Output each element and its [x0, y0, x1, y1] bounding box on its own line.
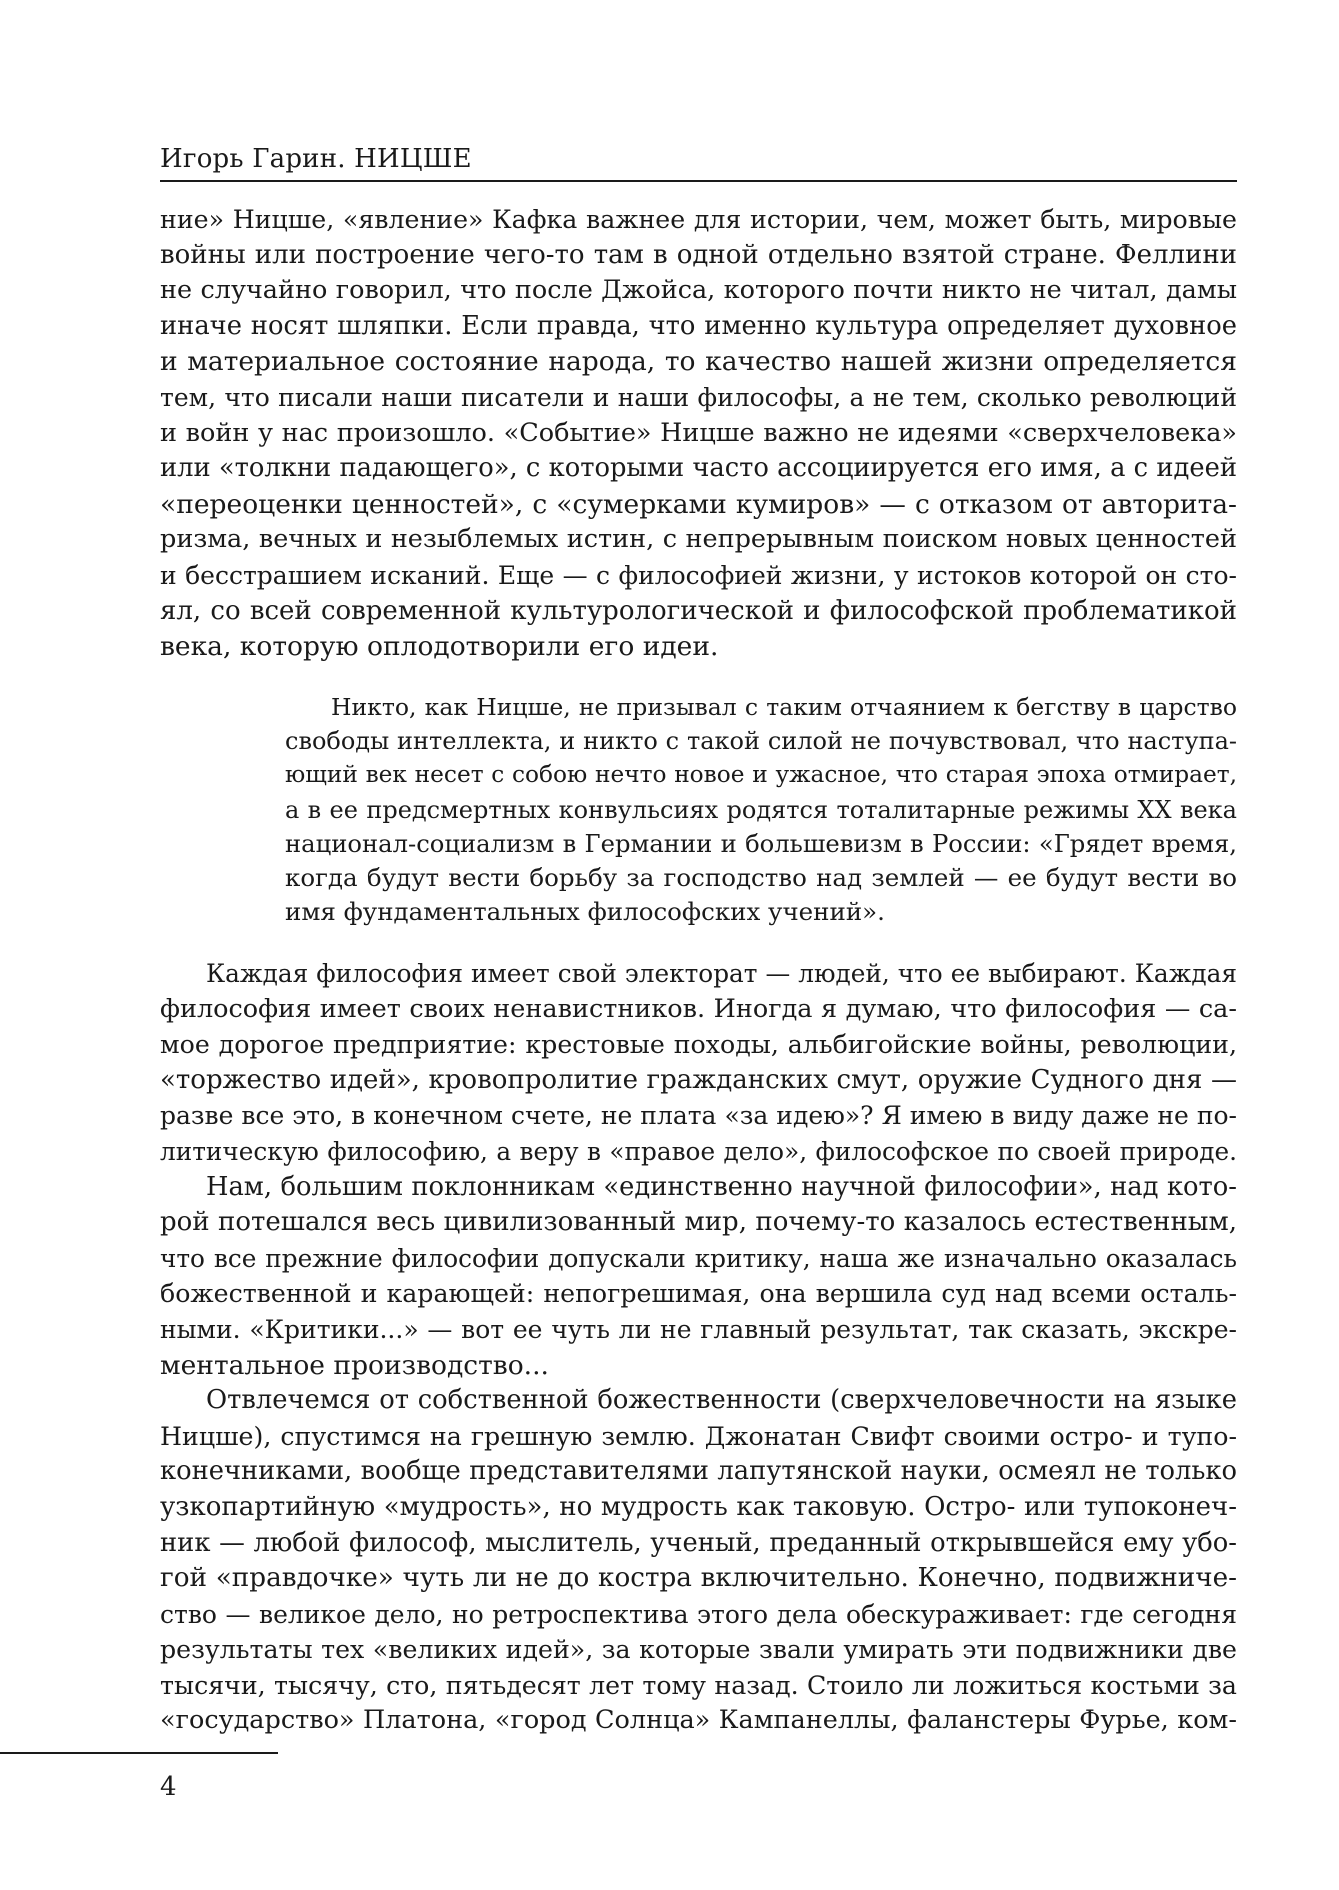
paragraph-3: [160, 1170, 1237, 1384]
text-line: ник — любой философ, мыслитель, ученый, преданный открывшейся ему убо-: [160, 1527, 1237, 1558]
text-line: Каждая философия имеет свой электорат — людей, что ее выбирают. Каждая: [206, 959, 1237, 988]
page-number: 4: [160, 1772, 177, 1802]
text-line: божественной и карающей: непогрешимая, она вершила суд над всеми осталь-: [160, 1279, 1237, 1309]
text-line: и материальное состояние народа, то качество нашей жизни определяется: [160, 346, 1237, 378]
text-line: конечниками, вообще представителями лапутянской науки, осмеял не только: [160, 1456, 1237, 1487]
text-line: мое дорогое предприятие: крестовые походы, альбигойские войны, революции,: [160, 1030, 1237, 1060]
text-line: ство — великое дело, но ретроспектива этого дела обескураживает: где сегодня: [160, 1599, 1237, 1629]
text-line: ние» Ницше, «явление» Кафка важнее для истории, чем, может быть, мировые: [160, 205, 1237, 234]
quote-line: Никто, как Ницше, не призывал с таким отчаянием к бегству в царство: [331, 693, 1237, 721]
text-line: или «толкни падающего», с которыми часто ассоциируется его имя, а с идеей: [160, 453, 1237, 484]
quote-line: имя фундаментальных философских учений».: [285, 897, 885, 927]
text-line: Ницше), спустимся на грешную землю. Джонатан Свифт своими остро- и тупо-: [160, 1421, 1237, 1451]
text-line: и бесстрашием исканий. Еще — с философией жизни, у истоков которой он сто-: [160, 560, 1237, 590]
paragraph-1: [160, 202, 1237, 665]
text-line: гой «правдочке» чуть ли не до костра включительно. Конечно, подвижниче-: [160, 1563, 1237, 1594]
text-line: узкопартийную «мудрость», но мудрость как таковую. Остро- или тупоконеч-: [160, 1491, 1237, 1522]
text-line: рой потешался весь цивилизованный мир, почему-то казалось естественным,: [160, 1207, 1237, 1238]
text-line: иначе носят шляпки. Если правда, что именно культура определяет духовное: [160, 310, 1237, 341]
quote-line: ющий век несет с собою нечто новое и ужасное, что старая эпоха отмирает,: [285, 761, 1237, 789]
text-line: «переоценки ценностей», с «сумерками кумиров» — с отказом от авторита-: [160, 488, 1237, 520]
header-rule: [160, 180, 1237, 182]
quote-line: когда будут вести борьбу за господство над землей — ее будут вести во: [285, 862, 1237, 892]
text-line: не случайно говорил, что после Джойса, которого почти никто не читал, дамы: [160, 275, 1237, 306]
text-line: что все прежние философии допускали критику, наша же изначально оказалась: [160, 1243, 1237, 1273]
text-line: ял, со всей современной культурологической и философской проблематикой: [160, 595, 1237, 626]
text-line: ными. «Критики...» — вот ее чуть ли не главный результат, так сказать, экскре-: [160, 1314, 1237, 1344]
text-line: философия имеет своих ненавистников. Иногда я думаю, что философия — са-: [160, 993, 1237, 1024]
text-line: Нам, большим поклонникам «единственно научной философии», над кото-: [206, 1171, 1237, 1202]
footer-rule: [0, 1752, 278, 1754]
text-line: и войн у нас произошло. «Событие» Ницше важно не идеями «сверхчеловека»: [160, 417, 1237, 448]
paragraph-2: [160, 956, 1237, 1170]
block-quote: [285, 690, 1237, 929]
text-line: Отвлечемся от собственной божественности (сверхчеловечности на языке: [206, 1385, 1237, 1416]
paragraph-4: [160, 1383, 1237, 1739]
running-header: Игорь Гарин. НИЦШЕ: [160, 144, 472, 174]
text-line: ментальное производство...: [160, 1349, 549, 1381]
text-line: разве все это, в конечном счете, не плата «за идею»? Я имею в виду даже не по-: [160, 1101, 1237, 1131]
text-line: тем, что писали наши писатели и наши философы, а не тем, сколько революций: [160, 382, 1237, 412]
text-line: «торжество идей», кровопролитие гражданских смут, оружие Судного дня —: [160, 1064, 1237, 1095]
text-line: «государство» Платона, «город Солнца» Кампанеллы, фаланстеры Фурье, ком-: [160, 1705, 1237, 1736]
text-line: литическую философию, а веру в «правое дело», философское по своей природе.: [160, 1136, 1237, 1166]
text-line: результаты тех «великих идей», за которые звали умирать эти подвижники две: [160, 1635, 1237, 1665]
quote-line: а в ее предсмертных конвульсиях родятся тоталитарные режимы XX века: [285, 795, 1237, 824]
text-line: ризма, вечных и незыблемых истин, с непрерывным поиском новых ценностей: [160, 524, 1237, 555]
body-continued: [160, 956, 1237, 1739]
text-line: войны или построение чего-то там в одной отдельно взятой стране. Феллини: [160, 239, 1237, 270]
text-line: тысячи, тысячу, сто, пятьдесят лет тому назад. Стоило ли ложиться костьми за: [160, 1670, 1237, 1700]
quote-line: национал-социализм в Германии и большевизм в России: «Грядет время,: [285, 828, 1237, 858]
quote-line: свободы интеллекта, и никто с такой силой не почувствовал, что наступа-: [285, 727, 1237, 756]
text-line: века, которую оплодотворили его идеи.: [160, 631, 719, 663]
